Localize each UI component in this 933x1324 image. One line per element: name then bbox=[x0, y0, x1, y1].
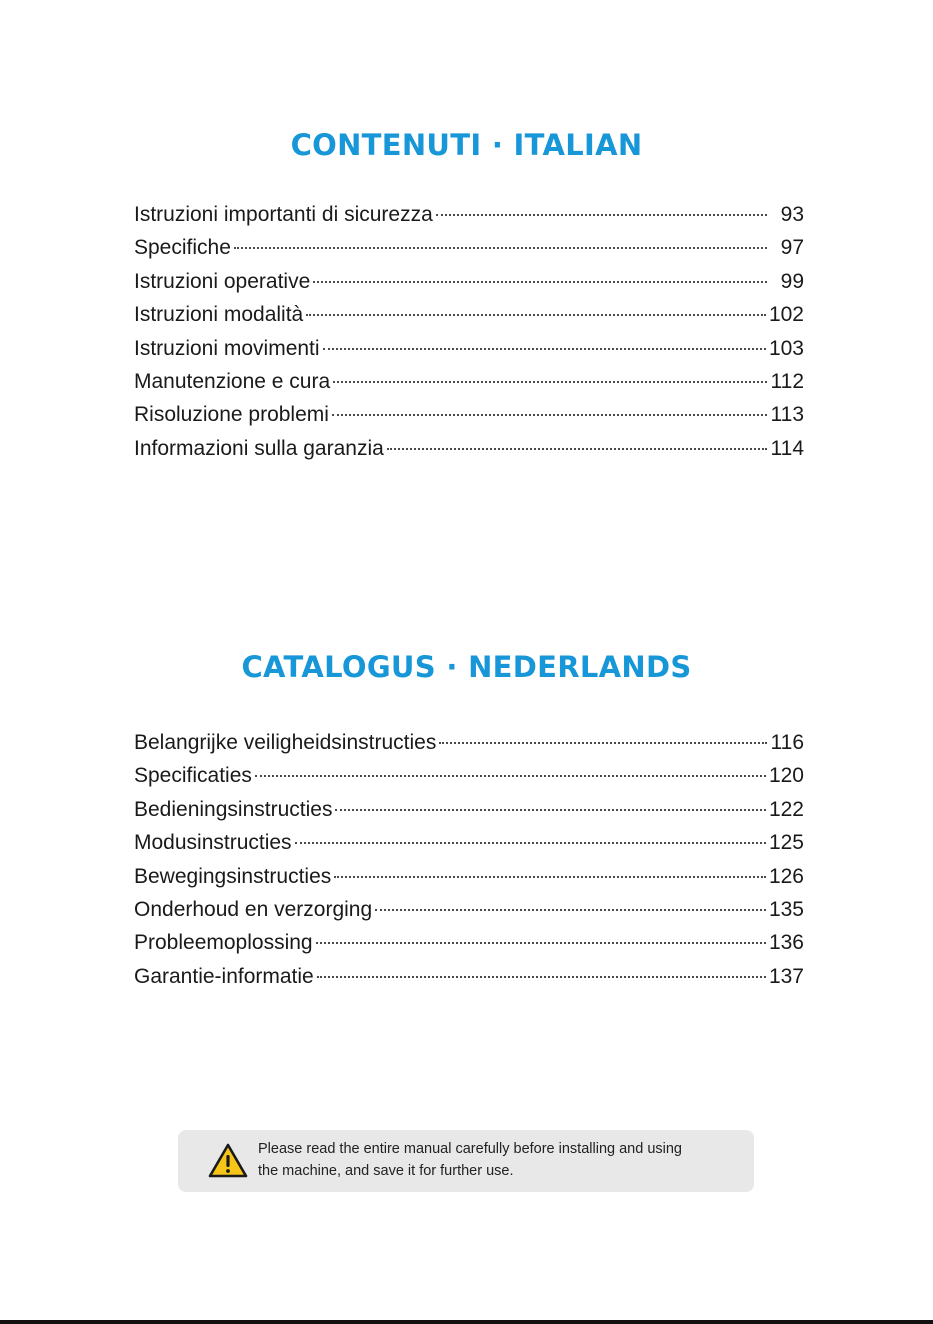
toc-entry-page: 137 bbox=[768, 964, 804, 988]
dot-leader bbox=[295, 842, 766, 844]
toc-entry-label: Informazioni sulla garanzia bbox=[134, 436, 384, 460]
toc-entry[interactable] bbox=[134, 831, 804, 864]
dot-leader bbox=[316, 942, 766, 944]
warning-icon bbox=[208, 1143, 248, 1179]
toc-entry-label: Istruzioni modalità bbox=[134, 303, 304, 327]
toc-entry-label: Risoluzione problemi bbox=[134, 403, 329, 427]
dot-leader bbox=[317, 976, 766, 978]
toc-entry[interactable] bbox=[134, 337, 804, 370]
dot-leader bbox=[387, 448, 767, 450]
notice-line-1: Please read the entire manual carefully before installing and using bbox=[258, 1141, 682, 1157]
section-title-italian: CONTENUTI · ITALIAN bbox=[290, 128, 643, 162]
toc-entry-label: Specificaties bbox=[134, 764, 252, 788]
toc-entry-label: Istruzioni movimenti bbox=[134, 336, 320, 360]
toc-entry[interactable] bbox=[134, 270, 804, 303]
toc-entry[interactable] bbox=[134, 370, 804, 403]
toc-entry-page: 103 bbox=[768, 336, 804, 360]
toc-entry[interactable] bbox=[134, 203, 804, 236]
bottom-rule bbox=[0, 1320, 933, 1324]
toc-dutch bbox=[134, 731, 804, 998]
toc-italian bbox=[134, 203, 804, 470]
toc-entry-page: 135 bbox=[768, 897, 804, 921]
dot-leader bbox=[335, 809, 766, 811]
toc-entry[interactable] bbox=[134, 965, 804, 998]
dot-leader bbox=[333, 381, 767, 383]
toc-entry-page: 102 bbox=[768, 303, 804, 327]
toc-entry[interactable] bbox=[134, 865, 804, 898]
toc-entry-page: 120 bbox=[768, 764, 804, 788]
dot-leader bbox=[323, 348, 766, 350]
toc-entry-page: 122 bbox=[768, 797, 804, 821]
toc-entry-page: 93 bbox=[780, 203, 804, 226]
toc-entry-label: Belangrijke veiligheidsinstructies bbox=[134, 731, 437, 754]
dot-leader bbox=[234, 247, 767, 249]
toc-entry-page: 97 bbox=[780, 236, 804, 260]
notice-line-2: the machine, and save it for further use. bbox=[258, 1163, 514, 1179]
toc-entry[interactable] bbox=[134, 798, 804, 831]
dot-leader bbox=[332, 414, 767, 416]
section-title-dutch: CATALOGUS · NEDERLANDS bbox=[241, 650, 692, 684]
toc-entry[interactable] bbox=[134, 731, 804, 764]
dot-leader bbox=[375, 909, 766, 911]
toc-entry-page: 99 bbox=[780, 269, 804, 293]
toc-entry[interactable] bbox=[134, 931, 804, 964]
dot-leader bbox=[313, 281, 767, 283]
toc-entry-label: Bedieningsinstructies bbox=[134, 797, 333, 821]
dot-leader bbox=[439, 742, 767, 744]
toc-entry-label: Garantie-informatie bbox=[134, 964, 314, 988]
dot-leader bbox=[436, 214, 767, 216]
toc-entry[interactable] bbox=[134, 403, 804, 436]
toc-entry-label: Istruzioni operative bbox=[134, 269, 311, 293]
toc-entry-page: 136 bbox=[768, 931, 804, 955]
toc-entry[interactable] bbox=[134, 303, 804, 336]
toc-entry[interactable] bbox=[134, 764, 804, 797]
toc-entry[interactable] bbox=[134, 898, 804, 931]
toc-entry-label: Onderhoud en verzorging bbox=[134, 897, 373, 921]
notice-text bbox=[258, 1138, 748, 1182]
toc-entry-label: Manutenzione e cura bbox=[134, 369, 331, 393]
toc-entry-label: Istruzioni importanti di sicurezza bbox=[134, 203, 433, 226]
toc-entry-page: 125 bbox=[768, 831, 804, 855]
toc-entry-page: 112 bbox=[770, 369, 804, 393]
toc-entry[interactable] bbox=[134, 437, 804, 470]
toc-entry-label: Probleemoplossing bbox=[134, 931, 313, 955]
dot-leader bbox=[306, 314, 766, 316]
toc-entry-page: 116 bbox=[770, 731, 804, 754]
dot-leader bbox=[255, 775, 766, 777]
toc-entry-label: Specifiche bbox=[134, 236, 231, 260]
safety-notice bbox=[178, 1130, 754, 1192]
toc-entry-page: 114 bbox=[770, 436, 804, 460]
dot-leader bbox=[334, 876, 766, 878]
toc-entry[interactable] bbox=[134, 236, 804, 269]
toc-entry-label: Modusinstructies bbox=[134, 831, 292, 855]
toc-entry-label: Bewegingsinstructies bbox=[134, 864, 332, 888]
toc-entry-page: 113 bbox=[770, 403, 804, 427]
toc-entry-page: 126 bbox=[768, 864, 804, 888]
